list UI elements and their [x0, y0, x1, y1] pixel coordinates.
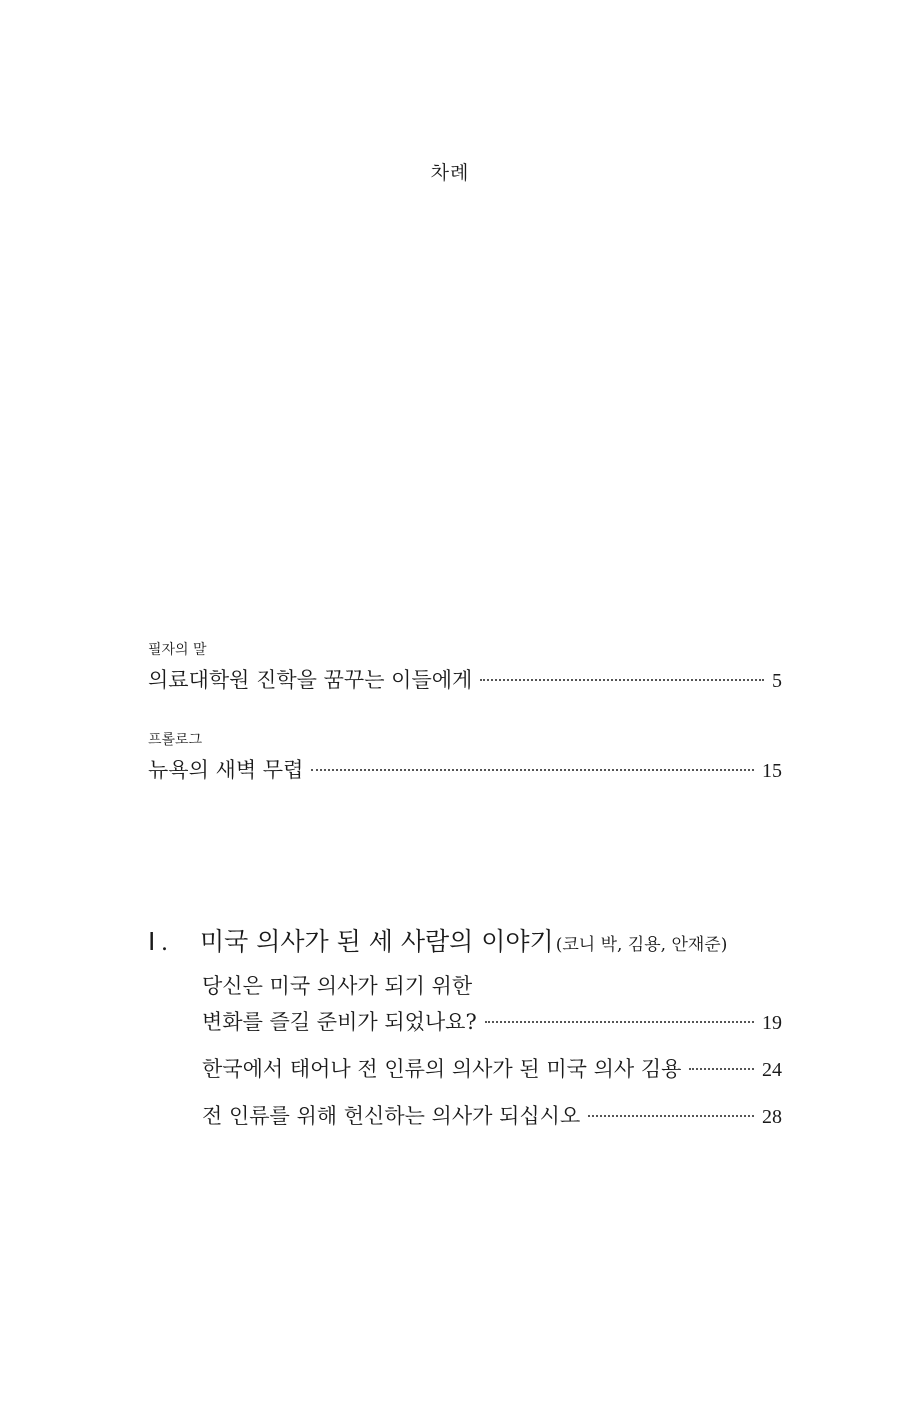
- page-number: 5: [772, 670, 782, 692]
- part-heading[interactable]: [148, 922, 782, 958]
- leader-dots: [480, 679, 764, 681]
- entry-title: 뉴욕의 새벽 무렵: [148, 758, 304, 782]
- leader-dots: [588, 1115, 754, 1117]
- page-number: 24: [762, 1059, 782, 1081]
- entry-title-line2: 변화를 즐길 준비가 되었나요?: [202, 1010, 477, 1034]
- leader-dots: [485, 1021, 754, 1023]
- toc-entry-28[interactable]: [202, 1102, 782, 1131]
- leader-dots: [689, 1068, 754, 1070]
- part-subtitle: (코니 박, 김용, 안재준): [555, 935, 728, 955]
- part-title: 미국 의사가 된 세 사람의 이야기: [200, 927, 554, 956]
- entry-title: 한국에서 태어나 전 인류의 의사가 된 미국 의사 김용: [202, 1057, 682, 1081]
- page-number: 15: [762, 760, 782, 782]
- toc-preface: [148, 640, 782, 695]
- page-number: 28: [762, 1106, 782, 1128]
- entry-row: [202, 1102, 782, 1131]
- toc-entry-prologue[interactable]: [148, 756, 782, 785]
- toc-entry-preface[interactable]: [148, 666, 782, 695]
- page-number: 19: [762, 1012, 782, 1034]
- toc-prologue: [148, 730, 782, 785]
- entry-title: 전 인류를 위해 헌신하는 의사가 되십시오: [202, 1104, 581, 1128]
- part-number: Ⅰ.: [148, 929, 174, 956]
- prologue-caption: 프롤로그: [148, 732, 203, 748]
- toc-entry-19[interactable]: [202, 972, 782, 1037]
- entry-title-line1: 당신은 미국 의사가 되기 위한: [202, 974, 473, 998]
- entry-title: 의료대학원 진학을 꿈꾸는 이들에게: [148, 668, 473, 692]
- entry-row: [202, 1008, 782, 1037]
- toc-entry-24[interactable]: [202, 1055, 782, 1084]
- page-title: 차례: [430, 162, 470, 184]
- preface-caption: 필자의 말: [148, 642, 207, 658]
- entry-row: [202, 1055, 782, 1084]
- leader-dots: [311, 769, 754, 771]
